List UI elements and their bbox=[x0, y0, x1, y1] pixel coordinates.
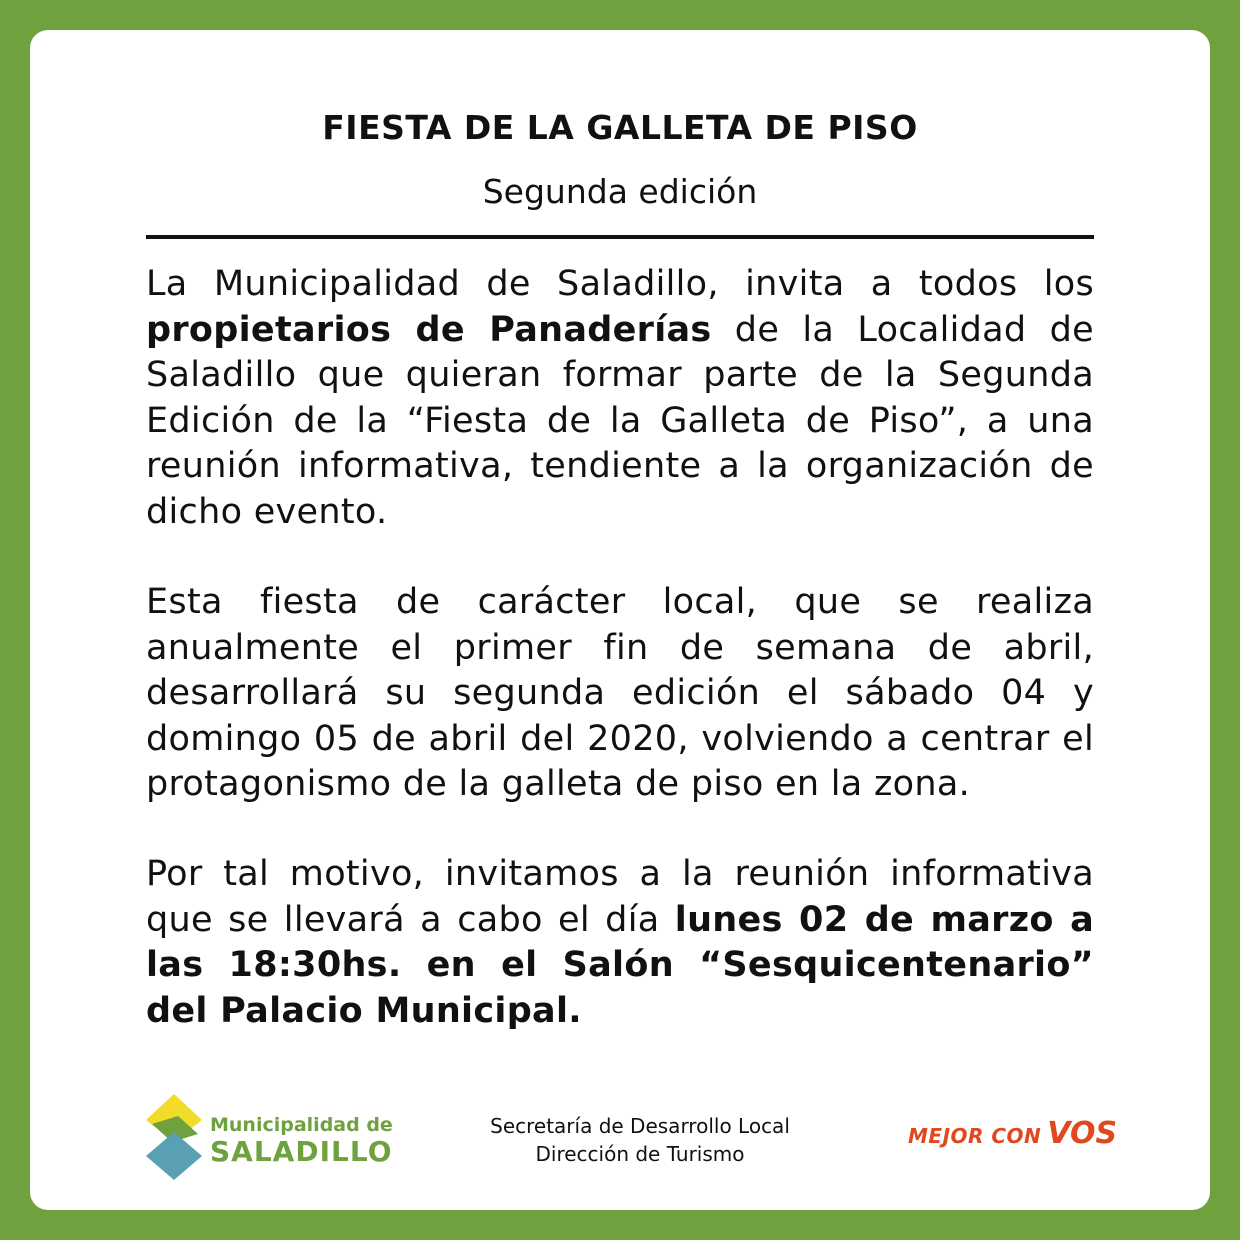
logo-line-2: SALADILLO bbox=[210, 1135, 393, 1168]
paragraph-meeting-details: lunes 02 de marzo a las 18:30hs. en el Salón “Sesquicentenario” del Palacio Municipal. bbox=[146, 899, 1094, 1031]
municipality-logo bbox=[146, 1094, 393, 1184]
logo-line-1: Municipalidad de bbox=[210, 1114, 393, 1136]
page-title: FIESTA DE LA GALLETA DE PISO bbox=[322, 108, 918, 147]
paragraph-invitation-text-a: La Municipalidad de Saladillo, invita a todos los bbox=[146, 264, 1094, 304]
department-line-2: Dirección de Turismo bbox=[535, 1142, 745, 1166]
page-subtitle: Segunda edición bbox=[482, 172, 758, 211]
slogan-part-2: VOS bbox=[1047, 1116, 1118, 1151]
municipality-emblem-icon bbox=[146, 1094, 206, 1184]
paragraph-invitation-text-b: de la Localidad de Saladillo que quieran formar parte de la Segunda Edición de la “Fiesta de la Galleta de Piso”, a una reunión informativa, tendiente a la organización de dicho evento. bbox=[146, 309, 1094, 532]
divider bbox=[146, 235, 1094, 239]
department-credit bbox=[440, 1112, 840, 1168]
paragraph-description: Esta fiesta de carácter local, que se realiza anualmente el primer fin de semana de abril, desarrollará su segunda edición el sábado 04 y domingo 05 de abril del 2020, volviendo a centrar el protagonismo de la galleta de piso en la zona. bbox=[146, 582, 1094, 804]
paragraph-meeting bbox=[146, 852, 1094, 1034]
slogan-logo bbox=[908, 1116, 1117, 1151]
paragraph-invitation bbox=[146, 262, 1094, 535]
slogan-part-1: MEJOR CON bbox=[908, 1124, 1042, 1148]
paragraph-meeting-text: Por tal motivo, invitamos a la reunión informativa que se llevará a cabo el día bbox=[146, 854, 1094, 940]
paragraph-invitation-bold: propietarios de Panaderías bbox=[146, 309, 712, 350]
department-line-1: Secretaría de Desarrollo Local bbox=[490, 1114, 790, 1138]
